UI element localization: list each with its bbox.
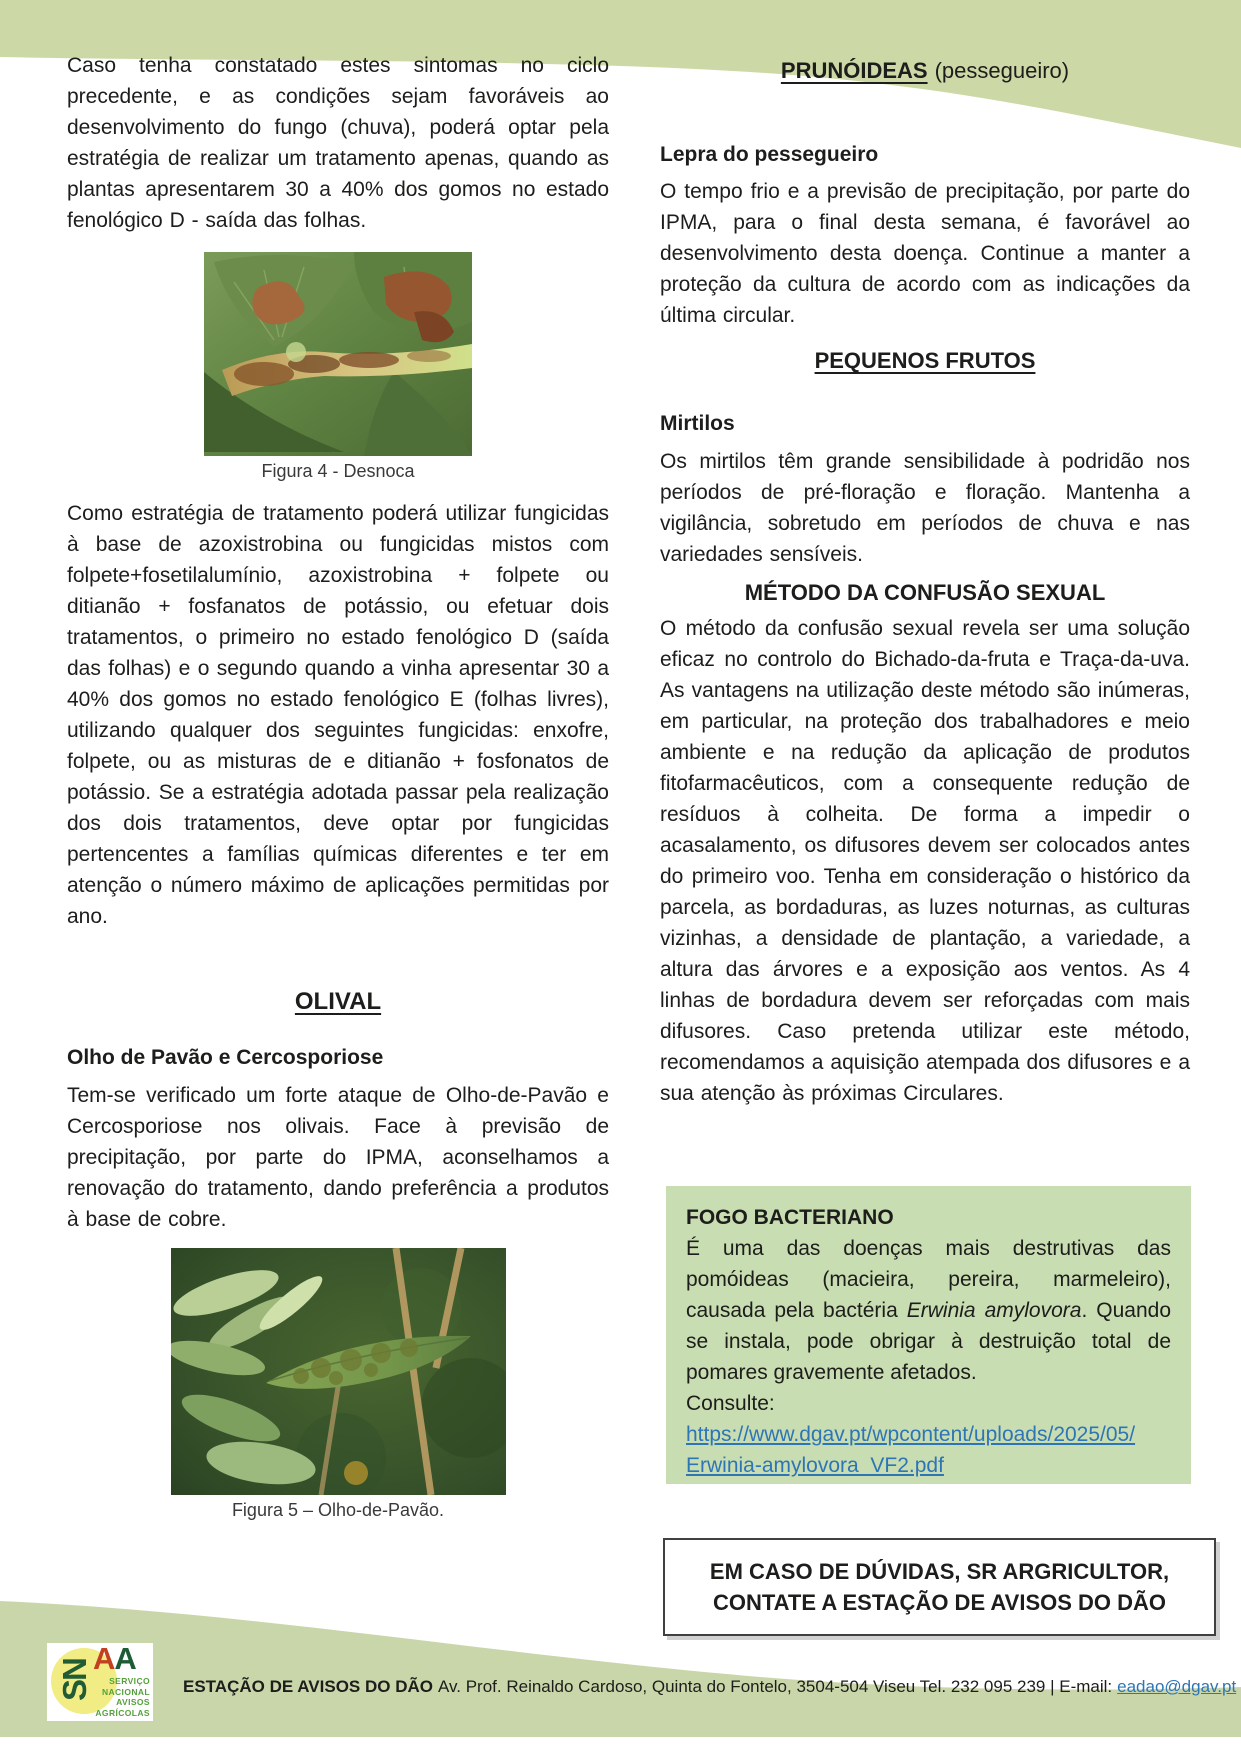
snaa-logo-sn-letters: SN: [56, 1659, 93, 1701]
mirtilos-paragraph: Os mirtilos têm grande sensibilidade à podridão nos períodos de pré-floração e floração. Mantenha a vigilância, sobretudo em períodos de chuva e nas variedades sensíveis.: [660, 450, 1190, 566]
confusao-sexual-paragraph: O método da confusão sexual revela ser uma solução eficaz no controlo do Bichado-da-fruta e Traça-da-uva. As vantagens na utilização deste método são inúmeras, em particular, na proteção dos trabalhadores e meio ambiente e na redução da aplicação de produtos fitofarmacêuticos, com a consequente redução de resíduos à colheita. De forma a impedir o acasalamento, os difusores devem ser colocados antes do primeiro voo. Tenha em consideração o histórico da parcela, as bordaduras, as luzes noturnas, as culturas vizinhas, a densidade de plantação, a variedade, a altura das árvores e a exposição aos ventos. As 4 linhas de bordadura devem ser reforçadas com mais difusores. Caso pretenda utilizar este método, recomendamos a aquisição atempada dos difusores e a sua atenção às próximas Circulares.: [660, 617, 1190, 1105]
footer-contact-line: [183, 1676, 1237, 1698]
mirtilos-subheading: Mirtilos: [660, 412, 735, 435]
notice-line-1: EM CASO DE DÚVIDAS, SR ARGRICULTOR,: [709, 1559, 1170, 1584]
snaa-logo-aa-letters: AA: [93, 1641, 136, 1676]
footer-email-link[interactable]: eadao@dgav.pt: [1117, 1677, 1237, 1696]
lepra-subheading: Lepra do pessegueiro: [660, 143, 879, 166]
snaa-logo: [47, 1643, 153, 1721]
footer-org-name: ESTAÇÃO DE AVISOS DO DÃO: [183, 1677, 433, 1696]
pequenos-frutos-heading-text: PEQUENOS FRUTOS: [814, 348, 1036, 373]
prunoideas-heading-text: PRUNÓIDEAS: [780, 58, 928, 83]
prunoideas-heading: [660, 58, 1190, 84]
prunoideas-qualifier: (pessegueiro): [934, 58, 1070, 83]
lepra-paragraph: O tempo frio e a previsão de precipitação, por parte do IPMA, para o final desta semana, é favorável ao desenvolvimento desta doença. Continue a manter a proteção da cultura de acordo com as indicações da última circular.: [660, 180, 1190, 327]
fogo-bacteriano-box: [666, 1186, 1191, 1484]
figure-4-caption: Figura 4 - Desnoca: [261, 461, 415, 481]
footer-wave-band: [0, 1595, 1241, 1755]
olho-de-pavao-paragraph: Tem-se verificado um forte ataque de Olho-de-Pavão e Cercosporiose nos olivais. Face à previsão de precipitação, por parte do IPMA, aconselhamos a renovação do tratamento, dando preferência a produtos à base de cobre.: [67, 1084, 609, 1231]
olival-heading-text: OLIVAL: [294, 988, 382, 1015]
erwinia-species-name: Erwinia amylovora: [906, 1299, 1082, 1322]
snaa-logo-wordmark: SERVIÇO NACIONAL AVISOS AGRÍCOLAS: [95, 1676, 150, 1718]
erwinia-pdf-link[interactable]: https://www.dgav.pt/wpcontent/uploads/2025/05/ Erwinia-amylovora_VF2.pdf: [686, 1423, 1136, 1477]
figure-4: [67, 252, 609, 482]
intro-paragraph: Caso tenha constatado estes sintomas no ciclo precedente, e as condições sejam favoráveis ao desenvolvimento do fungo (chuva), poderá optar pela estratégia de realizar um tratamento apenas, quando as plantas apresentarem 30 a 40% dos gomos no estado fenológico D - saída das folhas.: [67, 54, 609, 232]
figure-5-caption: Figura 5 – Olho-de-Pavão.: [231, 1500, 445, 1520]
treatment-paragraph: Como estratégia de tratamento poderá utilizar fungicidas à base de azoxistrobina ou fungicidas mistos com folpete+fosetilalumínio, azoxistrobina + folpete ou ditianão + fosfanatos de potássio, ou efetuar dois tratamentos, o primeiro no estado fenológico D (saída das folhas) e o segundo quando a vinha apresentar 30 a 40% dos gomos no estado fenológico E (folhas livres), utilizando qualquer dos seguintes fungicidas: enxofre, folpete, ou as misturas de e ditianão + fosfonatos de potássio. Se a estratégia adotada passar pela realização dos dois tratamentos, deve optar por fungicidas pertencentes a famílias químicas diferentes e ter em atenção o número máximo de aplicações permitidas por ano.: [67, 502, 609, 928]
pequenos-frutos-heading: [660, 348, 1190, 374]
consult-label: Consulte:: [686, 1392, 775, 1415]
fogo-bacteriano-title: FOGO BACTERIANO: [686, 1206, 894, 1229]
olival-heading: [67, 988, 609, 1016]
fogo-bacteriano-body: É uma das doenças mais destrutivas das pomóideas (macieira, pereira, marmeleiro), causada pela bactéria Erwinia amylovora. Quando se instala, pode obrigar à destruição total de pomares gravemente afetados.: [686, 1237, 1171, 1384]
olho-de-pavao-subheading: Olho de Pavão e Cercosporiose: [67, 1046, 384, 1069]
notice-line-2: CONTATE A ESTAÇÃO DE AVISOS DO DÃO: [712, 1590, 1167, 1615]
confusao-sexual-heading: MÉTODO DA CONFUSÃO SEXUAL: [744, 580, 1106, 605]
footer-address: Av. Prof. Reinaldo Cardoso, Quinta do Fontelo, 3504-504 Viseu Tel. 232 095 239 | E-mail:: [438, 1677, 1113, 1696]
figure-5-photo-olive-leaf: [171, 1248, 506, 1495]
figure-5: [67, 1248, 609, 1521]
figure-4-photo-vine-shoot: [204, 252, 472, 456]
